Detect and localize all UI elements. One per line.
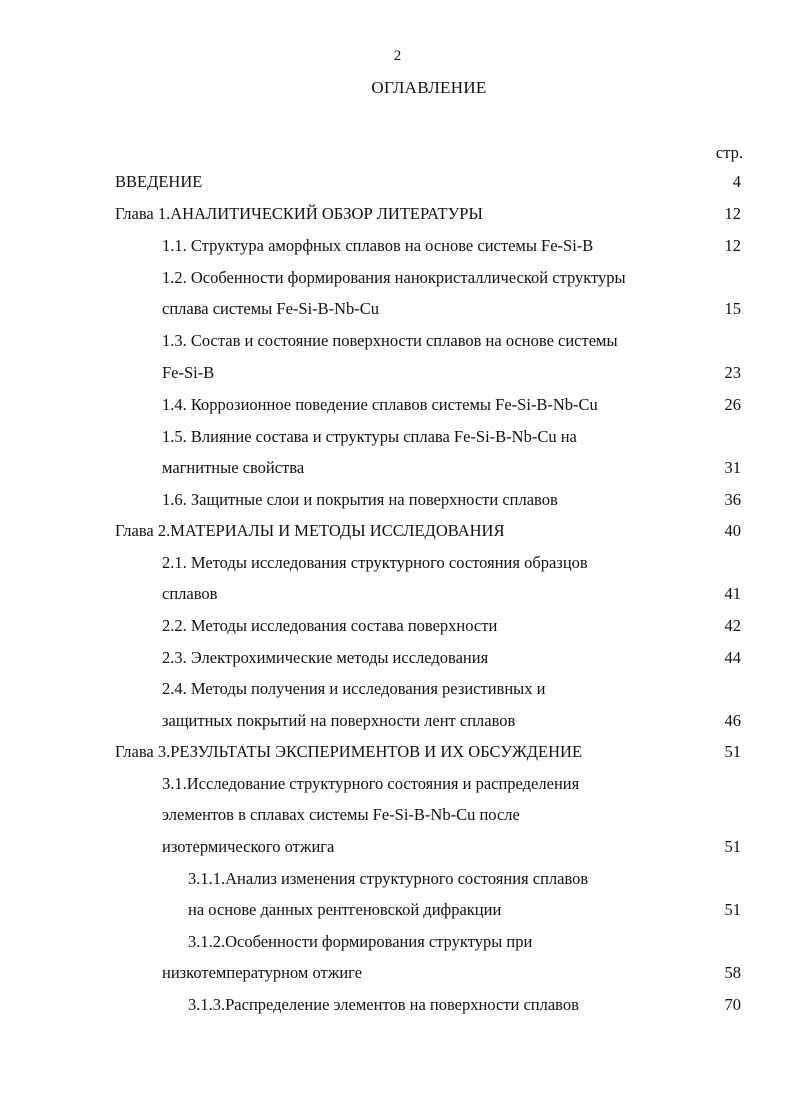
toc-page-2-2: 42 xyxy=(724,616,741,635)
toc-page-introduction: 4 xyxy=(732,172,741,191)
toc-page-3-1-2: 58 xyxy=(724,963,741,982)
toc-entry-2-1-cont[interactable]: сплавов xyxy=(162,584,218,603)
toc-page-1-3: 23 xyxy=(724,363,741,382)
toc-page-2-4: 46 xyxy=(724,711,741,730)
toc-entry-1-3[interactable]: 1.3. Состав и состояние поверхности сплавов на основе системы xyxy=(162,331,618,350)
toc-entry-1-1[interactable]: 1.1. Структура аморфных сплавов на основе системы Fe-Si-B xyxy=(162,236,594,255)
toc-page-chapter-2: 40 xyxy=(724,521,741,540)
toc-entry-3-1-2-cont[interactable]: низкотемпературном отжиге xyxy=(162,963,363,982)
toc-entry-3-1-1[interactable]: 3.1.1.Анализ изменения структурного состояния сплавов xyxy=(188,869,589,888)
toc-entry-3-1-2[interactable]: 3.1.2.Особенности формирования структуры при xyxy=(188,932,533,951)
toc-entry-introduction[interactable]: ВВЕДЕНИЕ xyxy=(115,172,203,191)
toc-entry-1-2[interactable]: 1.2. Особенности формирования нанокристаллической структуры xyxy=(162,268,626,287)
toc-entry-1-5-cont[interactable]: магнитные свойства xyxy=(162,458,305,477)
toc-page-1-2: 15 xyxy=(724,299,741,318)
page-number: 2 xyxy=(393,48,402,64)
toc-entry-chapter-3[interactable]: Глава 3.РЕЗУЛЬТАТЫ ЭКСПЕРИМЕНТОВ И ИХ ОБСУЖДЕНИЕ xyxy=(115,742,583,761)
toc-page-1-1: 12 xyxy=(724,236,741,255)
toc-title: ОГЛАВЛЕНИЕ xyxy=(371,78,487,97)
toc-entry-2-3[interactable]: 2.3. Электрохимические методы исследования xyxy=(162,648,489,667)
toc-entry-2-4-cont[interactable]: защитных покрытий на поверхности лент сплавов xyxy=(162,711,516,730)
toc-page-1-6: 36 xyxy=(724,490,741,509)
toc-page-3-1-1: 51 xyxy=(724,900,741,919)
toc-entry-1-4[interactable]: 1.4. Коррозионное поведение сплавов системы Fe-Si-B-Nb-Cu xyxy=(162,395,598,414)
toc-entry-1-2-cont[interactable]: сплава системы Fe-Si-B-Nb-Cu xyxy=(162,299,380,318)
toc-entry-3-1-1-cont[interactable]: на основе данных рентгеновской дифракции xyxy=(188,900,502,919)
toc-entry-2-4[interactable]: 2.4. Методы получения и исследования резистивных и xyxy=(162,679,546,698)
toc-entry-3-1-cont2[interactable]: изотермического отжига xyxy=(162,837,335,856)
toc-page-3-1-3: 70 xyxy=(724,995,741,1014)
toc-entry-3-1-cont[interactable]: элементов в сплавах системы Fe-Si-B-Nb-Cu после xyxy=(162,805,520,824)
toc-entry-1-5[interactable]: 1.5. Влияние состава и структуры сплава Fe-Si-B-Nb-Cu на xyxy=(162,427,577,446)
toc-entry-1-3-cont[interactable]: Fe-Si-B xyxy=(162,363,215,382)
toc-page-3-1: 51 xyxy=(724,837,741,856)
toc-page-1-4: 26 xyxy=(724,395,741,414)
toc-page-chapter-3: 51 xyxy=(724,742,741,761)
toc-page-2-1: 41 xyxy=(724,584,741,603)
toc-entry-3-1-3[interactable]: 3.1.3.Распределение элементов на поверхности сплавов xyxy=(188,995,579,1014)
toc-entry-3-1[interactable]: 3.1.Исследование структурного состояния и распределения xyxy=(162,774,580,793)
toc-entry-2-1[interactable]: 2.1. Методы исследования структурного состояния образцов xyxy=(162,553,588,572)
toc-entry-1-6[interactable]: 1.6. Защитные слои и покрытия на поверхности сплавов xyxy=(162,490,558,509)
toc-page-1-5: 31 xyxy=(724,458,741,477)
toc-entry-chapter-2[interactable]: Глава 2.МАТЕРИАЛЫ И МЕТОДЫ ИССЛЕДОВАНИЯ xyxy=(115,521,505,540)
toc-page-chapter-1: 12 xyxy=(724,204,741,223)
page-column-label: стр. xyxy=(715,143,743,162)
toc-entry-2-2[interactable]: 2.2. Методы исследования состава поверхности xyxy=(162,616,498,635)
toc-entry-chapter-1[interactable]: Глава 1.АНАЛИТИЧЕСКИЙ ОБЗОР ЛИТЕРАТУРЫ xyxy=(115,204,483,223)
toc-page-2-3: 44 xyxy=(724,648,741,667)
